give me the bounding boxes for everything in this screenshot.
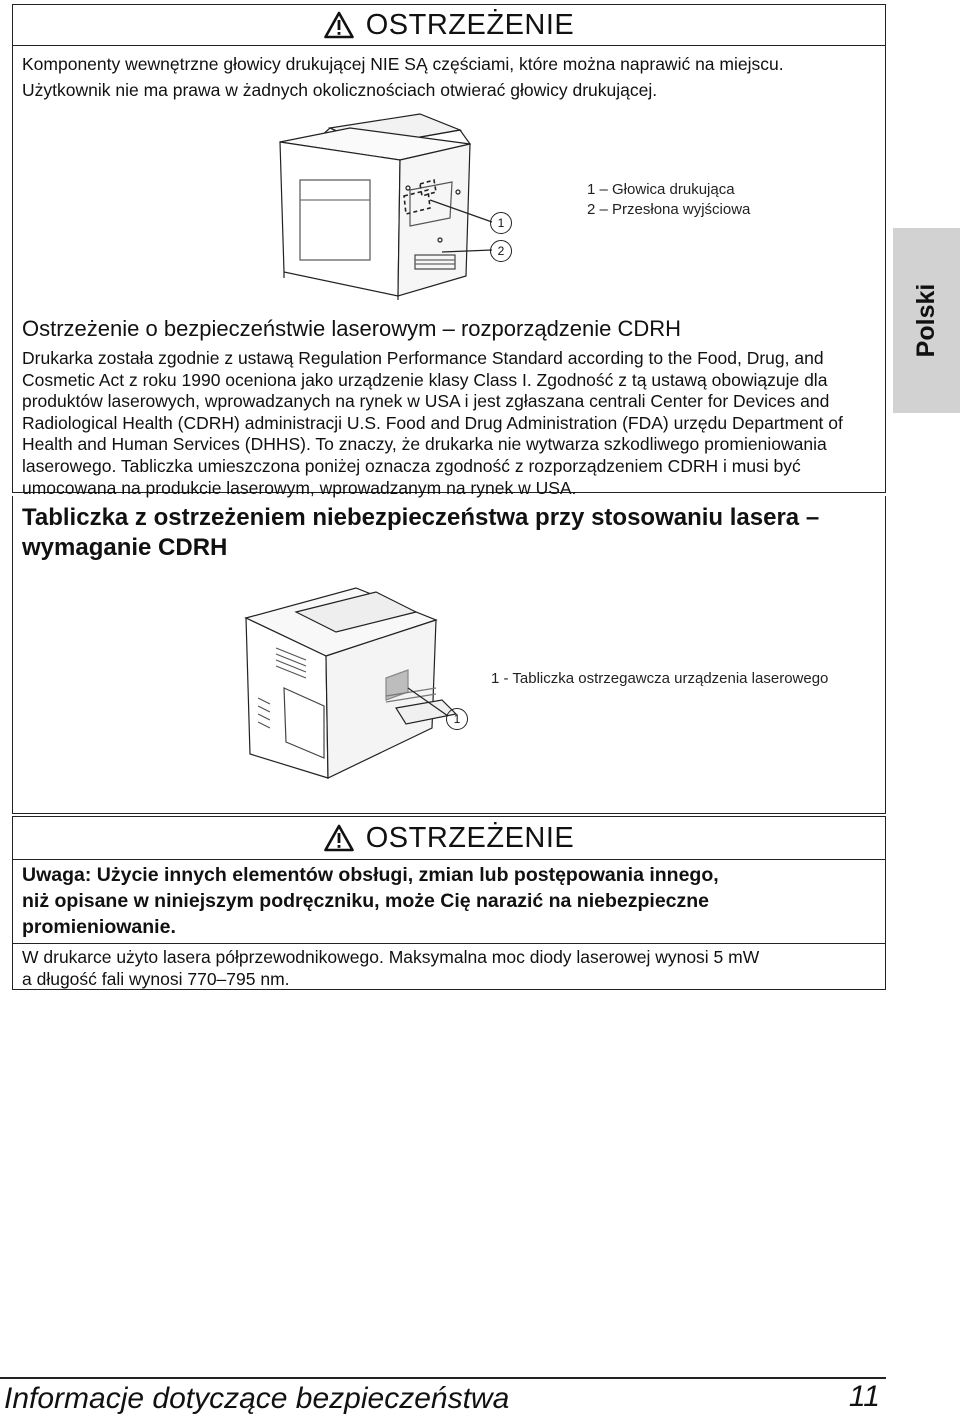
warning-text-line: Komponenty wewnętrzne głowicy drukującej NIE SĄ częściami, które można naprawić na miejscu. [22,54,784,74]
callout-1: 1 [490,212,512,234]
paragraph-line: produktów laserowych, wprowadzanych na rynek w USA i jest zgłaszana centrali Center for Devices and [22,391,830,412]
warning-header [13,5,885,46]
label-section-heading [22,503,819,563]
warning-triangle-icon [324,11,354,39]
warning-text-line: W drukarce użyto lasera półprzewodnikowego. Maksymalna moc diody laserowej wynosi 5 mW [22,947,760,967]
heading-line: Tabliczka z ostrzeżeniem niebezpieczeństwa przy stosowaniu lasera – [22,504,820,531]
laser-paragraph [22,348,892,499]
paragraph-line: laserowego. Tabliczka umieszczona poniżej oznacza zgodność z rozporządzeniem CDRH i musi być [22,455,801,476]
figure-legend-line: 1 – Głowica drukująca [587,181,735,198]
language-tab [893,228,960,413]
callout-1: 1 [446,708,468,730]
heading-line: wymaganie CDRH [22,534,228,561]
footer-title: Informacje dotyczące bezpieczeństwa [4,1382,510,1415]
warning-bold-line: Uwaga: Użycie innych elementów obsługi, zmian lub postępowania innego, [22,864,719,886]
paragraph-line: Cosmetic Act z roku 1990 oceniona jako urządzenie klasy Class I. Zgodność z tą ustawą obowiązuje dla [22,369,828,390]
warning-box-bottom [12,816,886,990]
paragraph-line: Radiological Health (CDRH) administracji U.S. Food and Drug Administration (FDA) urzędu Department of [22,412,843,433]
figure-legend: 1 - Tabliczka ostrzegawcza urządzenia laserowego [491,670,829,687]
callout-2: 2 [490,240,512,262]
paragraph-line: umocowana na produkcie laserowym, wprowadzanym na rynek w USA. [22,477,577,498]
printer-rear-illustration [270,100,520,300]
warning-bold-line: niż opisane w niniejszym podręczniku, może Cię narazić na niebezpieczne [22,890,710,912]
printer-front-illustration [236,578,466,788]
figure-legend-line: 2 – Przesłona wyjściowa [587,201,751,218]
paragraph-line: Health and Human Services (DHHS). To znaczy, że drukarka nie wytwarza szkodliwego promieniowania [22,434,827,455]
warning-title: OSTRZEŻENIE [365,8,575,41]
warning-bold-line: promieniowanie. [22,916,176,938]
warning-title: OSTRZEŻENIE [365,821,575,854]
warning-header [13,817,885,859]
section-heading: Ostrzeżenie o bezpieczeństwie laserowym – rozporządzenie CDRH [22,316,682,341]
warning-text-line: Użytkownik nie ma prawa w żadnych okolicznościach otwierać głowicy drukującej. [22,80,658,100]
paragraph-line: Drukarka została zgodnie z ustawą Regulation Performance Standard according to the Food, Drug, and [22,348,824,368]
warning-text-line: a długość fali wynosi 770–795 nm. [22,969,290,989]
warning-triangle-icon [324,824,354,852]
language-tab-label: Polski [912,283,940,358]
footer-rule [0,1377,886,1379]
page-number: 11 [848,1380,880,1413]
